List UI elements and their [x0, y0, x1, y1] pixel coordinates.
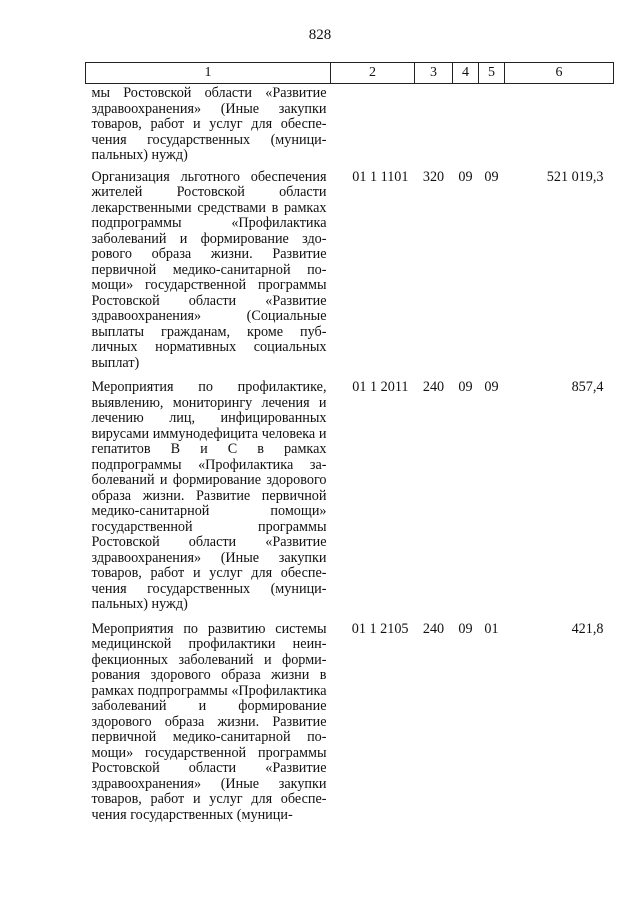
row-subsection: 09 [484, 168, 499, 185]
row-subsection: 01 [484, 620, 499, 637]
row-target-code: 01 1 2105 [351, 620, 409, 637]
row-section: 09 [458, 620, 473, 637]
table-row [86, 164, 614, 372]
row-section: 09 [458, 168, 473, 185]
column-header-1: 1 [86, 63, 331, 84]
row-expense-type: 240 [422, 379, 445, 395]
row-expense-type: 240 [422, 620, 445, 637]
row-expense-type: 320 [422, 168, 445, 185]
row-amount: 521 019,3 [546, 168, 604, 185]
page-number: 828 [308, 27, 332, 43]
row-section: 09 [458, 379, 473, 395]
column-header-5: 5 [479, 63, 505, 84]
row-description: Мероприятия по профилактике, выявлению, мониторингу лечения и лечению лиц, инфицированных вирусами иммунодефицита человека и гепатитов В и С в рамках подпрограммы «Профилактика заболеваний и формирование здорового образа жизни. Развитие первичной медико-санитарной помощи» государственной программы Ростовской области «Развитие здравоохранения» (Иные закупки товаров, работ и услуг для обеспечения государственных (муниципальных) нужд) [91, 379, 327, 612]
column-header-2: 2 [331, 63, 415, 84]
budget-table [85, 62, 614, 823]
row-description: Мероприятия по развитию системы медицинской профилактики неинфекционных заболеваний и формирования здорового образа жизни в рамках подпрограммы «Профилактика заболеваний и формирование здорового образа жизни. Развитие первичной медико-санитарной помощи» государственной программы Ростовской области «Развитие здравоохранения» (Иные закупки товаров, работ и услуг для обеспечения государственных (муници- [91, 620, 327, 823]
row-description: Организация льготного обеспечения жителей Ростовской области лекарственными средствами в рамках подпрограммы «Профилактика заболеваний и формирование здорового образа жизни. Развитие первичной медико-санитарной помощи» государственной программы Ростовской области «Развитие здравоохранения» (Социальные выплаты гражданам, кроме публичных нормативных социальных выплат) [91, 168, 327, 371]
header-row [86, 63, 614, 84]
row-target-code: 01 1 1101 [352, 168, 409, 185]
row-target-code: 01 1 2011 [352, 379, 409, 395]
column-header-4: 4 [453, 63, 479, 84]
row-amount: 857,4 [571, 379, 604, 395]
row-subsection: 09 [484, 379, 499, 395]
table-row [86, 371, 614, 613]
continuation-row [86, 84, 614, 164]
continuation-text: мы Ростовской области «Развитие здравоохранения» (Иные закупки товаров, работ и услуг для обеспечения государственных (муниципальных) нужд) [91, 85, 327, 163]
column-header-3: 3 [415, 63, 453, 84]
column-header-6: 6 [505, 63, 614, 84]
table-row [86, 613, 614, 824]
row-amount: 421,8 [571, 620, 604, 637]
